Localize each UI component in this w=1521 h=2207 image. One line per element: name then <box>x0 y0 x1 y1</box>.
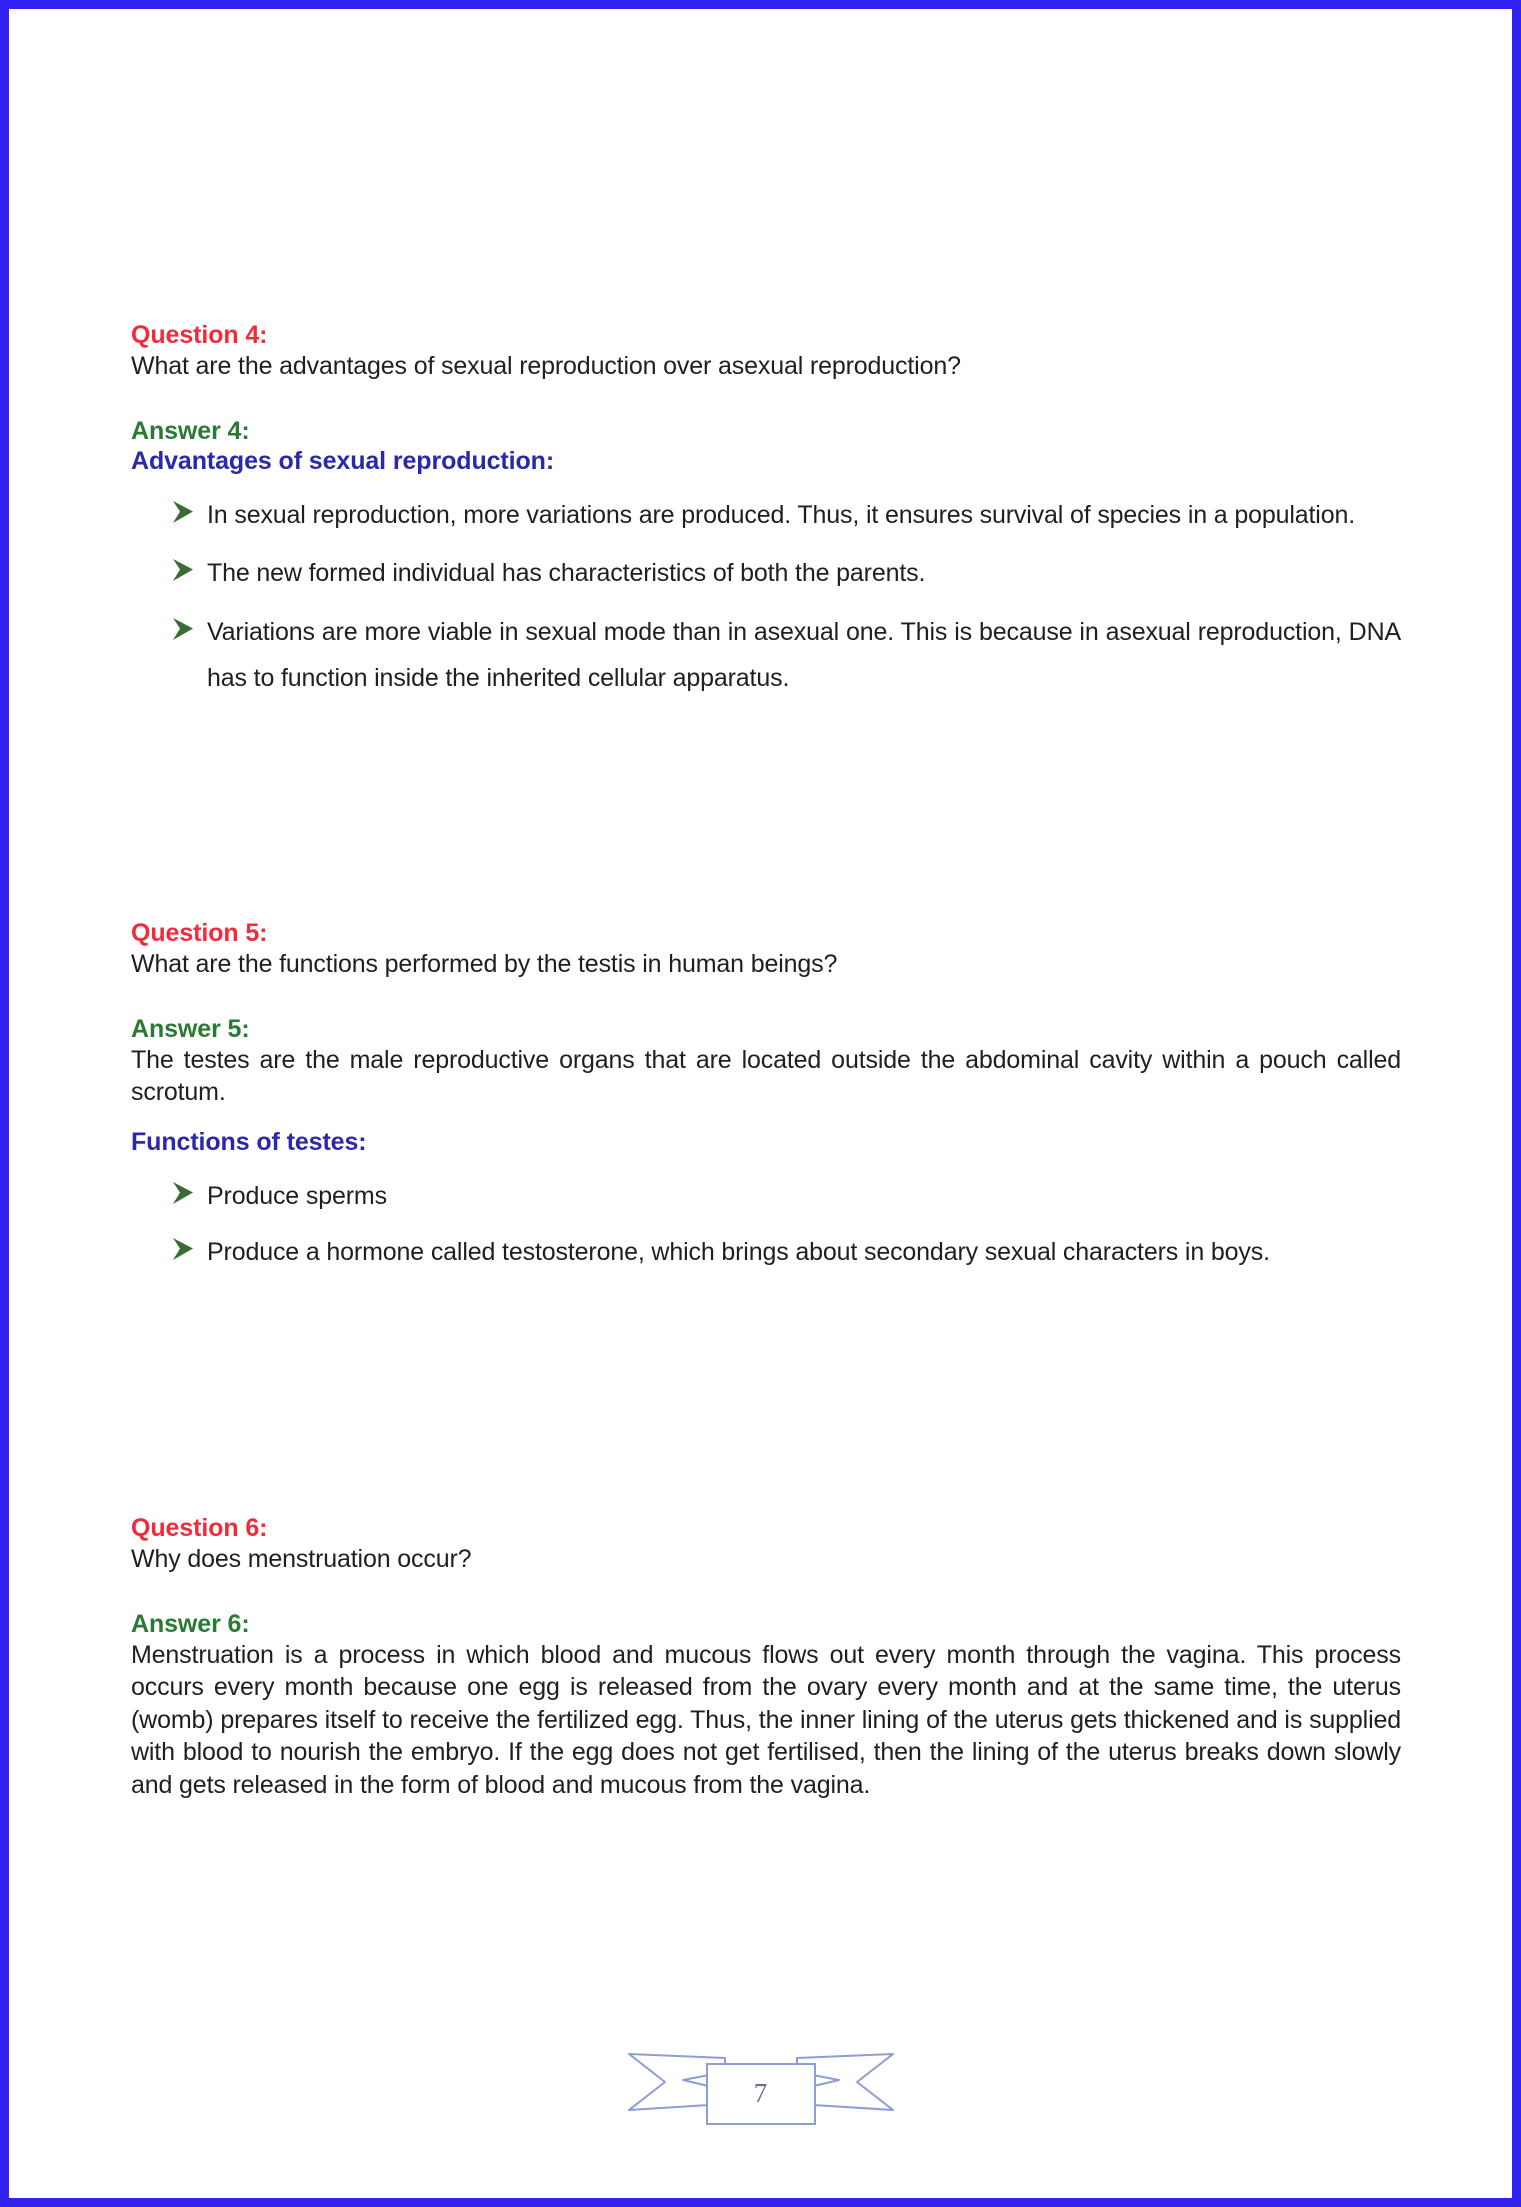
page-ribbon-icon <box>625 2028 897 2132</box>
list-item <box>131 550 1401 597</box>
functions-bullet-list <box>131 1173 1401 1276</box>
answer-subheading-4: Advantages of sexual reproduction: <box>131 446 555 475</box>
answer-subheading-5: Functions of testes: <box>131 1127 367 1156</box>
list-item-text: In sexual reproduction, more variations are produced. Thus, it ensures survival of species in a population. <box>207 500 1356 529</box>
page-footer <box>9 2028 1512 2132</box>
qa-block-question-5 <box>131 919 1401 1286</box>
list-item-text: Variations are more viable in sexual mode than in asexual one. This is because in asexual reproduction, DNA has to function inside the inherited cellular apparatus. <box>207 617 1401 692</box>
qa-block-question-6 <box>131 1514 1401 1801</box>
qa-block-question-4 <box>131 321 1401 702</box>
page-number: 7 <box>753 2078 768 2108</box>
arrowhead-bullet-icon <box>171 497 197 527</box>
answer-intro-5: The testes are the male reproductive organs that are located outside the abdominal cavity within a pouch called scrotum. <box>131 1045 1401 1106</box>
document-content <box>131 9 1401 2198</box>
list-item-text: Produce sperms <box>207 1181 387 1210</box>
list-item <box>131 1173 1401 1220</box>
answer-heading-6: Answer 6: <box>131 1609 250 1638</box>
arrowhead-bullet-icon <box>171 1234 197 1264</box>
list-item-text: The new formed individual has characteristics of both the parents. <box>207 559 926 587</box>
spacer <box>131 1576 1401 1610</box>
list-item <box>131 492 1401 539</box>
advantages-bullet-list <box>131 492 1401 702</box>
question-heading-6: Question 6: <box>131 1514 268 1542</box>
question-text-5: What are the functions performed by the testis in human beings? <box>131 950 838 978</box>
page-sheet <box>9 9 1512 2198</box>
arrowhead-bullet-icon <box>171 614 197 644</box>
question-heading-4: Question 4: <box>131 321 268 349</box>
list-item <box>131 1229 1401 1276</box>
question-heading-5: Question 5: <box>131 919 268 947</box>
answer-paragraph-6: Menstruation is a process in which blood and mucous flows out every month through the vagina. This process occurs every month because one egg is released from the ovary every month and at the same time, the uterus (womb) prepares itself to receive the fertilized egg. Thus, the inner lining of the uterus gets thickened and is supplied with blood to nourish the embryo. If the egg does not get fertilised, then the lining of the uterus breaks down slowly and gets released in the form of blood and mucous from the vagina. <box>131 1640 1401 1799</box>
answer-heading-5: Answer 5: <box>131 1014 250 1043</box>
arrowhead-bullet-icon <box>171 555 197 585</box>
question-text-6: Why does menstruation occur? <box>131 1545 472 1573</box>
list-item <box>131 609 1401 702</box>
arrowhead-bullet-icon <box>171 1178 197 1208</box>
list-item-text: Produce a hormone called testosterone, which brings about secondary sexual characters in boys. <box>207 1238 1270 1266</box>
spacer <box>131 383 1401 417</box>
answer-heading-4: Answer 4: <box>131 416 250 445</box>
spacer <box>131 1109 1401 1127</box>
spacer <box>131 981 1401 1015</box>
question-text-4: What are the advantages of sexual reproduction over asexual reproduction? <box>131 352 961 380</box>
